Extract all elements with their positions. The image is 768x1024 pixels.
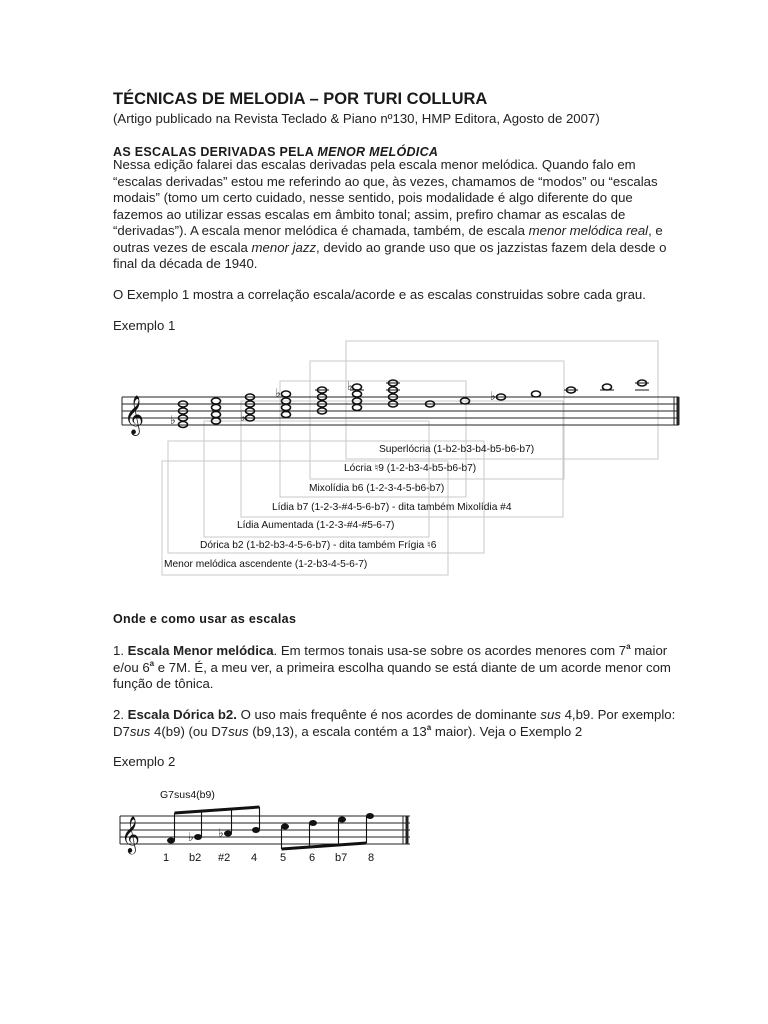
document-subtitle: (Artigo publicado na Revista Teclado & Piano nº130, HMP Editora, Agosto de 2007) [113,111,600,126]
example2-label: Exemplo 2 [113,754,176,769]
degree-label: b7 [335,852,348,864]
degree-label: b2 [189,852,202,864]
usage-heading: Onde e como usar as escalas [113,612,297,626]
svg-text:♭: ♭ [170,413,176,427]
scale-label-dorica-b2: Dórica b2 (1-b2-b3-4-5-6-b7) - dita também Frígia ♮6 [200,540,437,551]
example-intro-paragraph: O Exemplo 1 mostra a correlação escala/acorde e as escalas construidas sobre cada grau. [113,287,646,302]
chord-symbol: G7sus4(b9) [160,789,215,801]
svg-text:♭: ♭ [218,826,224,840]
scale-label-lidia-aumentada: Lídia Aumentada (1-2-3-#4-#5-6-7) [237,520,395,531]
item1-paragraph: 1. Escala Menor melódica. Em termos tonais usa-se sobre os acordes menores com 7$^a$ maior e/ou 6$^a$ e 7M. É, a meu ver, a primeira escolha quando se está diante de um acorde menor com função de tônica. [113,642,671,691]
note-beams [175,807,367,849]
degree-labels [115,852,415,868]
degree-label: #2 [218,852,231,864]
degree-label: 1 [163,852,170,864]
document-title: TÉCNICAS DE MELODIA – POR TURI COLLURA [113,90,488,108]
degree-label: 5 [280,852,287,864]
note-stems [175,807,367,849]
degree-label: 4 [251,852,258,864]
scale-label-locria: Lócria ♮9 (1-2-b3-4-b5-b6-b7) [344,463,477,474]
svg-text:♭: ♭ [240,410,246,424]
item2-paragraph: 2. Escala Dórica b2. O uso mais frequênte é nos acordes de dominante sus 4,b9. Por exemplo: D7sus 4(b9) (ou D7sus (b9,13), a escala contém a 13$^a$ maior). Veja o Exemplo 2 [113,707,676,739]
svg-text:♭: ♭ [490,389,496,403]
ledger-lines [315,383,649,390]
flat-icons-2 [188,826,224,844]
treble-clef-icon-2: 𝄞 [121,816,140,852]
scale-label-lidia-b7: Lídia b7 (1-2-3-#4-5-6-b7) - dita também Mixolídia #4 [272,502,512,513]
treble-clef-icon: 𝄞 [124,396,145,434]
intro-paragraph: Nessa edição falarei das escalas derivadas pela escala menor melódica. Quando falo em “escalas derivadas” estou me referindo ao que, às vezes, chamamos de “modos” ou “escalas modais” (tomo um certo cuidado, nesse sentido, pois modalidade é algo diferente do que fazemos ao utilizar essas escalas em âmbito tonal; assim, prefiro chamar as escalas de “derivadas”). A escala menor melódica é chamada, também, de escala menor melódica real, e outras vezes de escala menor jazz, devido ao grande uso que os jazzistas fazem dela desde o final da década de 1940. [113,157,667,271]
scale-label-superlocria: Superlócria (1-b2-b3-b4-b5-b6-b7) [379,444,535,455]
melody-notes [167,813,374,844]
example1-label: Exemplo 1 [113,318,176,333]
svg-text:♭: ♭ [347,379,353,393]
svg-text:♭: ♭ [275,386,281,400]
section-heading: AS ESCALAS DERIVADAS PELA MENOR MELÓDICA [113,145,439,159]
degree-label: 6 [309,852,316,864]
example2-figure [115,800,415,855]
scale-label-menor-melodica: Menor melódica ascendente (1-2-b3-4-5-6-7) [164,559,368,570]
svg-text:♭: ♭ [188,830,194,844]
degree-label: 8 [368,852,375,864]
scale-label-mixolidia-b6: Mixolídia b6 (1-2-3-4-5-b6-b7) [309,483,445,494]
